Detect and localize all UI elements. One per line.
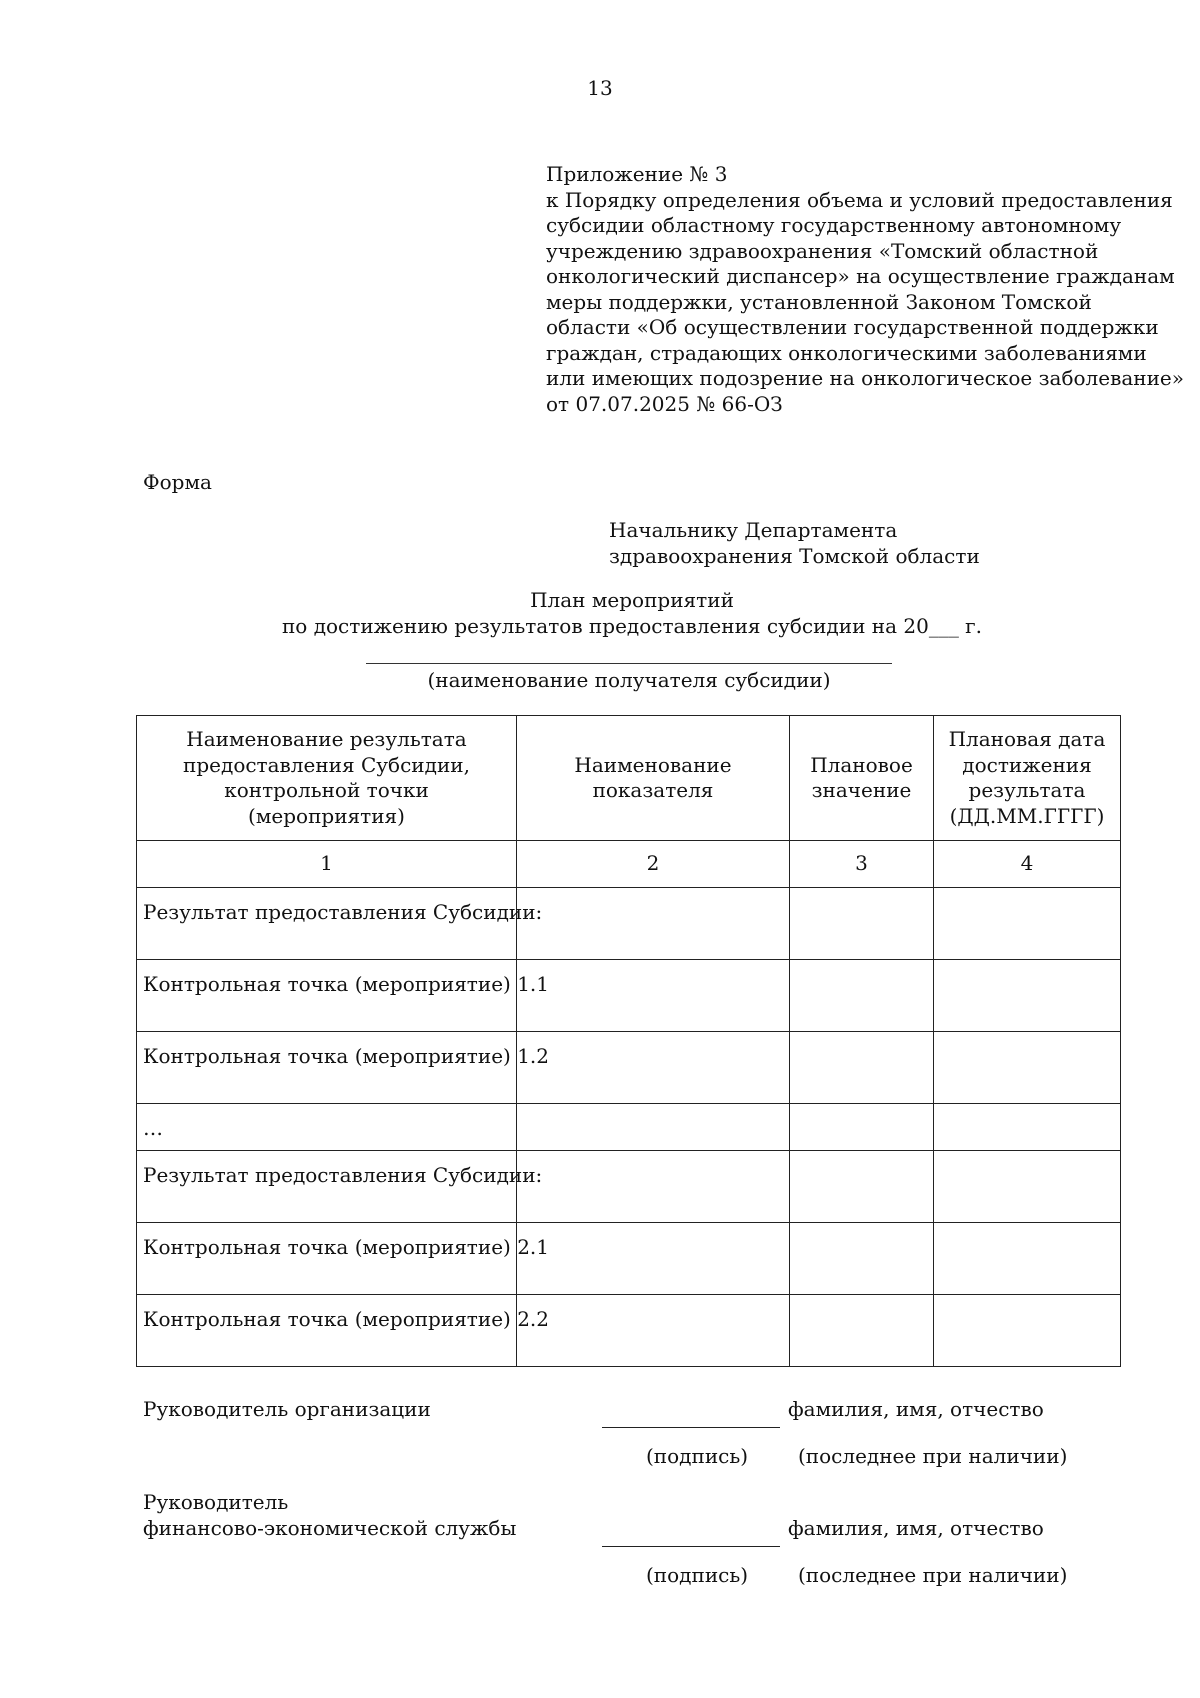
row-label: … <box>143 1116 163 1140</box>
row-label: Контрольная точка (мероприятие) 2.1 <box>143 1235 550 1259</box>
finance-fio-caption: (последнее при наличии) <box>798 1563 1068 1587</box>
table-cell[interactable] <box>517 888 790 960</box>
recipient-name-line[interactable] <box>366 663 892 664</box>
addressee-line: Начальнику Департамента <box>609 518 898 542</box>
finance-signature-caption: (подпись) <box>646 1563 749 1587</box>
column-number: 1 <box>137 841 517 888</box>
table-cell[interactable] <box>517 1032 790 1104</box>
row-label: Результат предоставления Субсидии: <box>143 1163 543 1187</box>
table-cell[interactable] <box>934 1151 1121 1223</box>
table-cell[interactable] <box>790 960 934 1032</box>
head-fio-caption: (последнее при наличии) <box>798 1444 1068 1468</box>
addressee <box>609 518 980 569</box>
plan-table <box>136 715 1121 1367</box>
table-cell[interactable] <box>790 1223 934 1295</box>
table-cell[interactable] <box>517 1295 790 1367</box>
appendix-line: области «Об осуществлении государственной поддержки <box>546 315 1159 339</box>
table-cell[interactable] <box>517 1223 790 1295</box>
header-indicator-name: Наименование показателя <box>517 716 790 841</box>
row-label: Контрольная точка (мероприятие) 1.2 <box>143 1044 550 1068</box>
appendix-line: учреждению здравоохранения «Томский областной <box>546 238 1099 263</box>
finance-signature-line[interactable] <box>602 1546 780 1547</box>
table-cell[interactable] <box>790 1032 934 1104</box>
table-cell[interactable] <box>517 1151 790 1223</box>
table-row <box>137 1295 1121 1367</box>
appendix-line: от 07.07.2025 № 66-ОЗ <box>546 391 783 416</box>
table-row <box>137 1223 1121 1295</box>
appendix-line: онкологический диспансер» на осуществление гражданам <box>546 264 1175 288</box>
table-header-row <box>137 716 1121 841</box>
row-label: Контрольная точка (мероприятие) 2.2 <box>143 1307 550 1331</box>
table-cell[interactable] <box>934 1295 1121 1367</box>
appendix-line: субсидии областному государственному автономному <box>546 213 1122 237</box>
recipient-caption: (наименование получателя субсидии) <box>427 668 831 692</box>
addressee-line: здравоохранения Томской области <box>609 543 980 568</box>
finance-title-line: финансово-экономической службы <box>143 1515 517 1540</box>
table-cell[interactable] <box>790 888 934 960</box>
head-title: Руководитель организации <box>143 1397 431 1421</box>
table-cell[interactable] <box>790 1104 934 1151</box>
appendix-line: Приложение № 3 <box>546 162 728 186</box>
table-row <box>137 1104 1121 1151</box>
header-planned-date: Плановая дата достижения результата (ДД.ММ.ГГГГ) <box>934 716 1121 841</box>
appendix-line: или имеющих подозрение на онкологическое заболевание» <box>546 366 1184 390</box>
table-cell[interactable] <box>790 1151 934 1223</box>
finance-title <box>143 1490 516 1541</box>
appendix-line: граждан, страдающих онкологическими заболеваниями <box>546 340 1147 365</box>
form-label: Форма <box>143 470 212 494</box>
table-cell[interactable] <box>934 1223 1121 1295</box>
finance-fio-label: фамилия, имя, отчество <box>788 1516 1044 1540</box>
table-row <box>137 888 1121 960</box>
table-row <box>137 1032 1121 1104</box>
header-result-name: Наименование результата предоставления Субсидии, контрольной точки (мероприятия) <box>137 716 517 841</box>
head-fio-label: фамилия, имя, отчество <box>788 1397 1044 1421</box>
row-label: Результат предоставления Субсидии: <box>143 900 543 924</box>
table-cell[interactable] <box>934 1104 1121 1151</box>
header-planned-value: Плановое значение <box>790 716 934 841</box>
table-cell[interactable] <box>790 1295 934 1367</box>
appendix-line: к Порядку определения объема и условий предоставления <box>546 187 1173 212</box>
appendix-line: меры поддержки, установленной Законом Томской <box>546 289 1092 314</box>
head-signature-line[interactable] <box>602 1427 780 1428</box>
plan-subtitle: по достижению результатов предоставления субсидии на 20___ г. <box>281 614 983 638</box>
column-number: 2 <box>517 841 790 888</box>
table-cell[interactable] <box>934 1032 1121 1104</box>
table-cell[interactable] <box>934 888 1121 960</box>
table-row <box>137 960 1121 1032</box>
appendix-header <box>546 162 1184 417</box>
page-number: 13 <box>587 76 613 100</box>
table-cell[interactable] <box>517 960 790 1032</box>
table-row <box>137 1151 1121 1223</box>
table-cell[interactable] <box>934 960 1121 1032</box>
finance-title-line: Руководитель <box>143 1490 289 1514</box>
plan-title: План мероприятий <box>530 588 734 612</box>
head-signature-caption: (подпись) <box>646 1444 749 1468</box>
row-label: Контрольная точка (мероприятие) 1.1 <box>143 972 550 996</box>
column-number: 3 <box>790 841 934 888</box>
column-number: 4 <box>934 841 1121 888</box>
table-cell[interactable] <box>517 1104 790 1151</box>
table-column-numbers <box>137 841 1121 888</box>
